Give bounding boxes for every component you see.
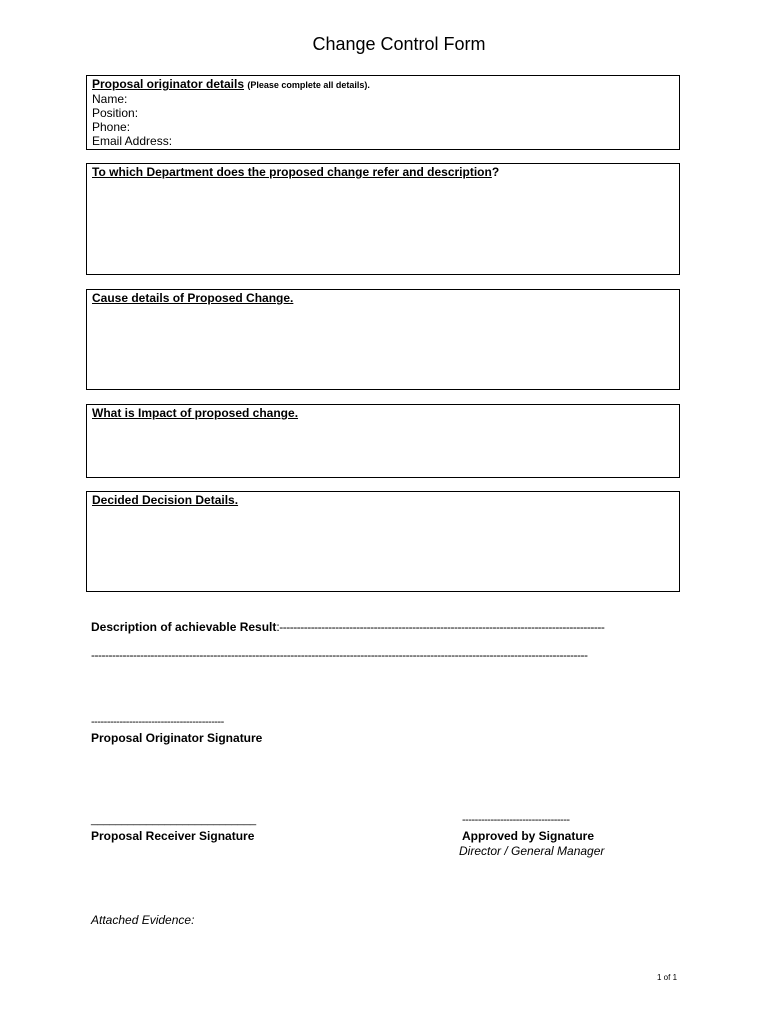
originator-note: (Please complete all details). [247, 80, 370, 90]
approval-signature-line: ---------------------------------- [462, 814, 570, 826]
position-field-label: Position: [92, 106, 139, 120]
page-title: Change Control Form [312, 34, 486, 54]
receiver-signature-line: ___________________________ [91, 814, 257, 826]
phone-field-label: Phone: [92, 120, 131, 134]
impact-heading: What is Impact of proposed change. [92, 406, 299, 420]
department-heading-suffix: ? [491, 165, 500, 179]
name-field-label: Name: [92, 92, 128, 106]
result-label: Description of achievable Result [91, 620, 277, 634]
approval-signature-label: Approved by Signature [462, 829, 595, 843]
approval-role: Director / General Manager [459, 844, 605, 858]
department-heading: To which Department does the proposed change refer and description [92, 165, 492, 179]
decision-box [86, 491, 680, 592]
result-line-1 [91, 620, 604, 634]
result-dash-2: ---------------------------------------------------------------------------------------------------------------------------------------------- [91, 648, 588, 662]
impact-box [86, 404, 680, 478]
result-dash-1: :--------------------------------------------------------------------------------------------- [276, 620, 605, 634]
originator-heading: Proposal originator details [92, 77, 245, 91]
originator-signature-label: Proposal Originator Signature [91, 731, 263, 745]
originator-details-box [86, 75, 680, 150]
email-field-label: Email Address: [92, 134, 173, 148]
decision-heading: Decided Decision Details. [92, 493, 239, 507]
cause-heading: Cause details of Proposed Change. [92, 291, 294, 305]
page-number: 1 of 1 [657, 973, 678, 982]
attached-evidence-label: Attached Evidence: [91, 913, 195, 927]
originator-heading-line [92, 77, 674, 92]
originator-signature-line: ------------------------------------------ [91, 716, 224, 728]
receiver-signature-label: Proposal Receiver Signature [91, 829, 255, 843]
cause-box [86, 289, 680, 390]
department-box [86, 163, 680, 275]
department-heading-line [92, 165, 674, 179]
